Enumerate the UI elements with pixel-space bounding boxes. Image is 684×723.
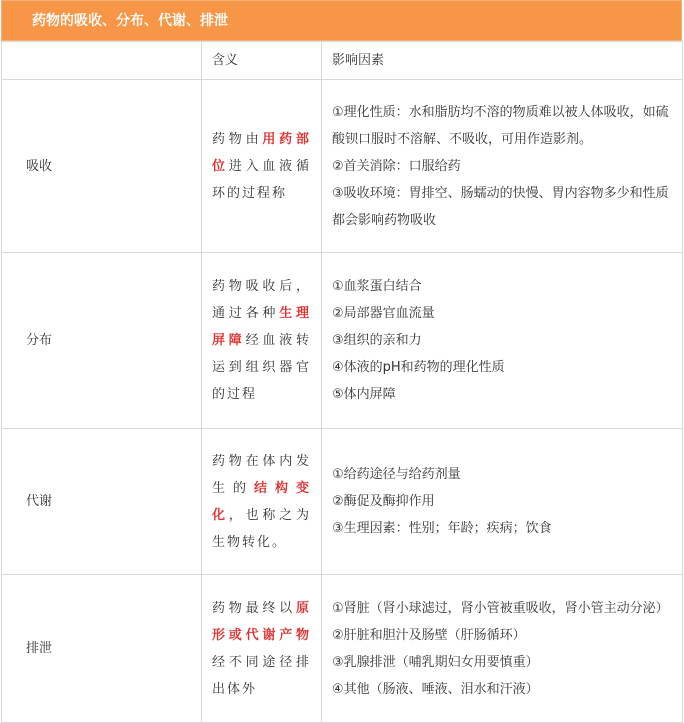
row-name: 排泄 [2,575,202,723]
factor-item: ③乳腺排泄（哺乳期妇女用要慎重） [332,654,539,670]
row-meaning [202,253,322,429]
row-factors [322,429,683,575]
table-row-absorption [2,80,683,253]
header-factors: 影响因素 [322,42,683,80]
meaning-text: 进入血液循环的过程称 [212,158,311,201]
row-name: 分布 [2,253,202,429]
factor-item: ②酶促及酶抑作用 [332,494,435,509]
factor-item: ②局部器官血流量 [332,306,435,321]
row-name: 代谢 [2,429,202,575]
factor-item: ②肝脏和胆汁及肠壁（肝肠循环） [332,627,526,643]
row-meaning [202,429,322,575]
factor-item: ③生理因素：性别；年龄；疾病；饮食 [332,521,552,536]
factor-item: ⑤体内屏障 [332,387,396,402]
pharmacokinetics-table [1,41,683,723]
header-empty [2,42,202,80]
factor-item: ①给药途径与给药剂量 [332,467,461,482]
factor-item: ①肾脏（肾小球滤过，肾小管被重吸收，肾小管主动分泌） [332,600,669,616]
table-row-excretion [2,575,683,723]
table-row-distribution [2,253,683,429]
meaning-text: 经不同途径排出体外 [212,654,311,697]
meaning-highlight: 结构变化 [212,480,311,523]
table-row-metabolism [2,429,683,575]
row-factors [322,575,683,723]
factor-item: ①血浆蛋白结合 [332,279,422,294]
header-meaning: 含义 [202,42,322,80]
meaning-highlight: 用药部位 [212,131,311,174]
factor-item: ④体液的pH和药物的理化性质 [332,360,505,375]
row-meaning [202,575,322,723]
header-row [2,42,683,80]
pharmacokinetics-table-container [1,0,682,723]
meaning-highlight: 生理屏障 [212,306,311,348]
row-factors [322,253,683,429]
factor-item: ③组织的亲和力 [332,333,422,348]
row-name: 吸收 [2,80,202,253]
row-factors [322,80,683,253]
meaning-text: 药物最终以 [212,600,296,616]
factor-item: ②首关消除：口服给药 [332,158,461,174]
meaning-text: 药物吸收后，通过各种 [212,279,311,321]
table-title: 药物的吸收、分布、代谢、排泄 [1,0,682,41]
factor-item: ①理化性质：水和脂肪均不溶的物质难以被人体吸收，如硫酸钡口服时不溶解、不吸收，可用作造影剂。 [332,104,669,147]
meaning-text: ，也称之为生物转化。 [212,507,311,550]
row-meaning [202,80,322,253]
meaning-highlight: 原形或代谢产物 [212,600,311,643]
meaning-text: 经血液转运到组织器官的过程 [212,333,311,402]
meaning-text: 药物在体内发生的 [212,453,311,496]
factor-item: ③吸收环境：胃排空、肠蠕动的快慢、胃内容物多少和性质都会影响药物吸收 [332,185,669,228]
meaning-text: 药物由 [212,131,263,147]
factor-item: ④其他（肠液、唾液、泪水和汗液） [332,681,539,697]
